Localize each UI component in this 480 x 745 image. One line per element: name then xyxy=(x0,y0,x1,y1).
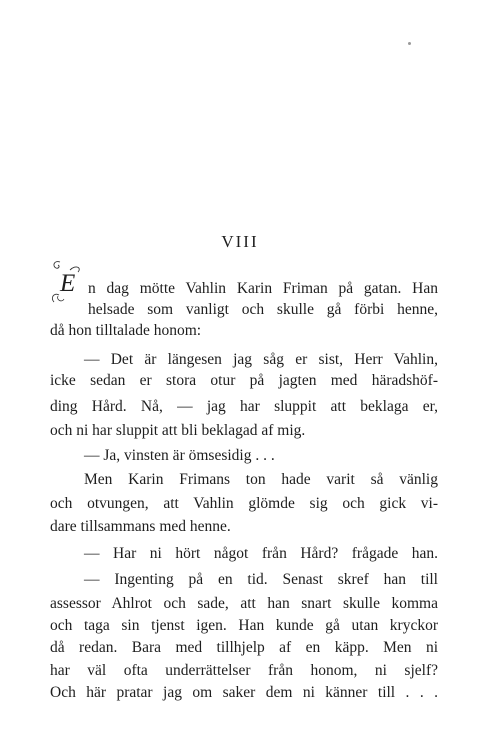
text-line-13: — Ingenting på en tid. Senast skref han till xyxy=(84,571,438,588)
chapter-heading: VIII xyxy=(221,232,259,251)
initial-letter: E xyxy=(60,270,76,297)
text-line-16: då redan. Bara med tillhjelp af en käpp. Men ni xyxy=(50,639,438,656)
text-line-2: helsade som vanligt och skulle gå förbi henne, xyxy=(88,301,438,318)
text-line-6: ding Hård. Nå, — jag har sluppit att beklaga er, xyxy=(50,398,438,415)
text-line-14: assessor Ahlrot och sade, att han snart skulle komma xyxy=(50,595,438,612)
ornamental-initial xyxy=(50,258,84,304)
text-line-12: — Har ni hört något från Hård? frågade han. xyxy=(84,545,438,562)
paper-speck xyxy=(408,42,411,45)
text-line-7: och ni har sluppit att bli beklagad af mig. xyxy=(50,422,306,439)
text-line-15: och taga sin tjenst igen. Han kunde gå utan kryckor xyxy=(50,617,438,634)
text-line-4: — Det är längesen jag såg er sist, Herr Vahlin, xyxy=(84,351,438,368)
text-line-18: Och här pratar jag om saker dem ni känner till . . . xyxy=(50,684,438,701)
text-line-17: har väl ofta underrättelser från honom, ni sjelf? xyxy=(50,662,438,679)
text-line-8: — Ja, vinsten är ömsesidig . . . xyxy=(84,447,275,464)
text-line-3: då hon tilltalade honom: xyxy=(50,322,202,339)
text-line-1: n dag mötte Vahlin Karin Friman på gatan. Han xyxy=(88,280,438,297)
text-line-9: Men Karin Frimans ton hade varit så vänlig xyxy=(84,471,438,488)
text-line-5: icke sedan er stora otur på jagten med häradshöf- xyxy=(50,372,438,389)
text-line-11: dare tillsammans med henne. xyxy=(50,518,231,535)
text-line-10: och otvungen, att Vahlin glömde sig och gick vi- xyxy=(50,495,438,512)
